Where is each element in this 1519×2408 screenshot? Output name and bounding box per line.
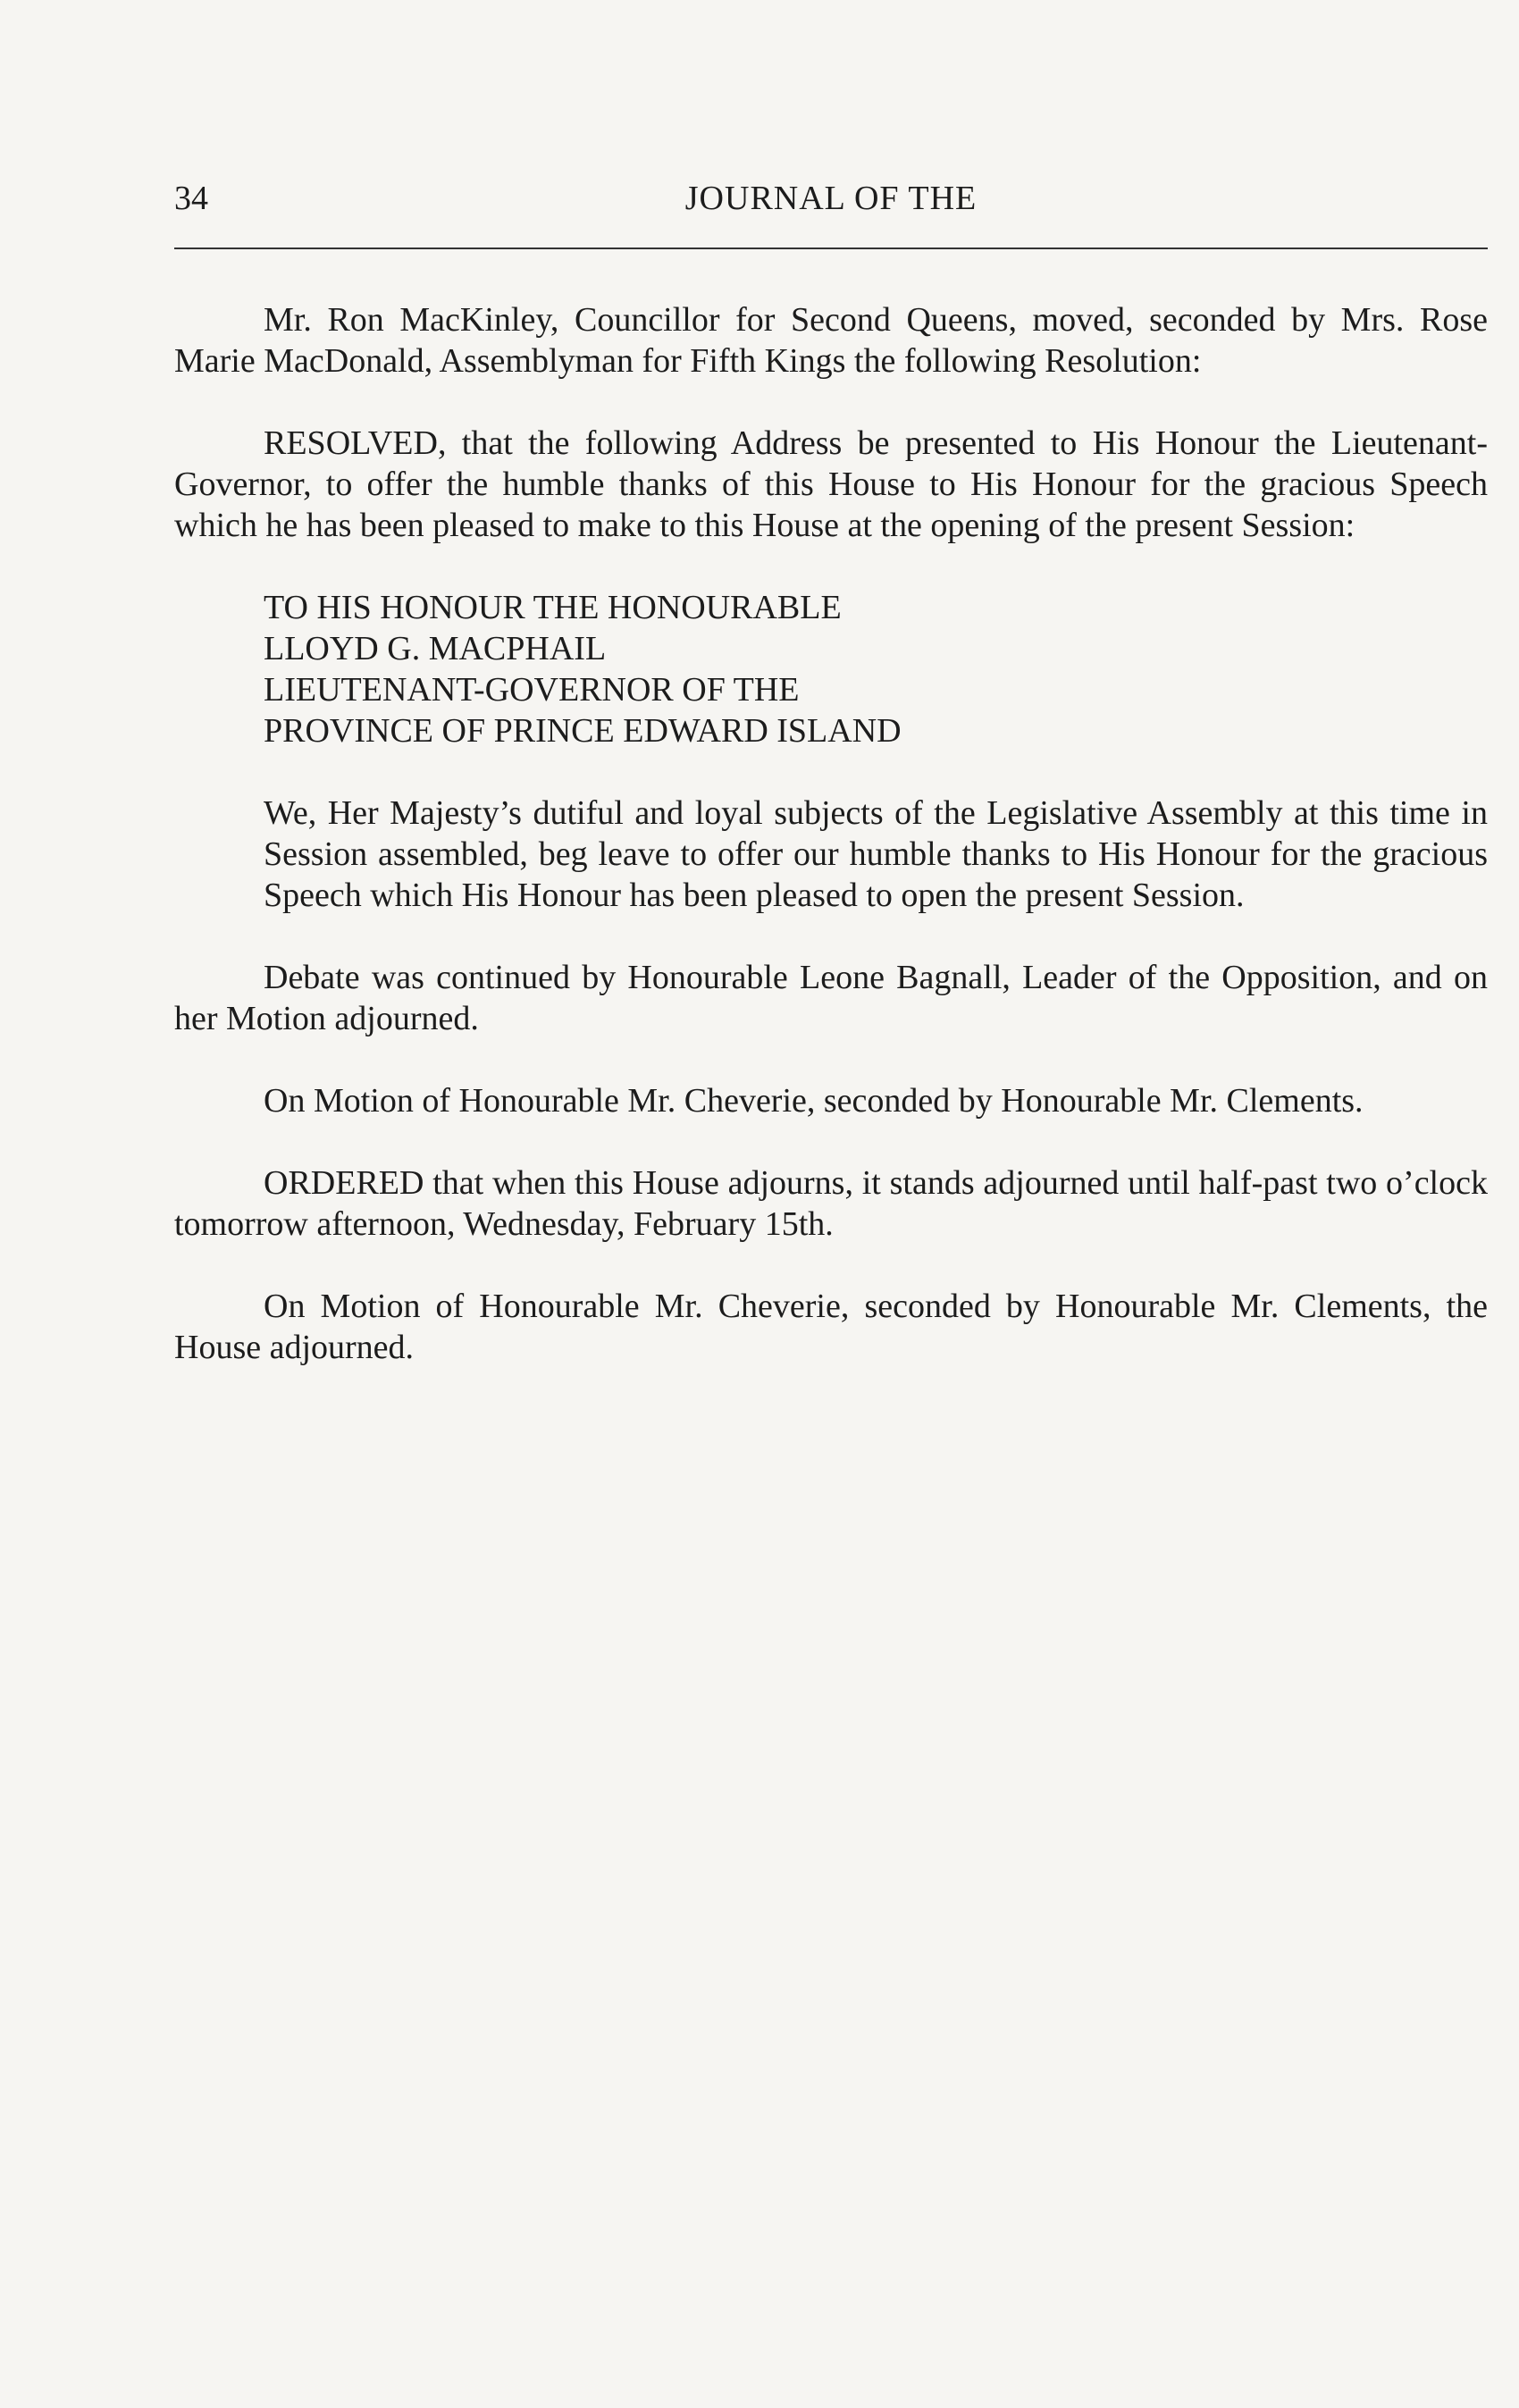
address-block <box>264 587 1488 751</box>
motion-paragraph-2: On Motion of Honourable Mr. Cheverie, seconded by Honourable Mr. Clements. <box>264 1082 1364 1120</box>
header-rule <box>174 248 1488 249</box>
debate-paragraph: Debate was continued by Honourable Leone Bagnall, Leader of the Opposition, and on her Motion adjourned. <box>174 959 1488 1037</box>
journal-body <box>174 299 1488 1409</box>
address-line-1: TO HIS HONOUR THE HONOURABLE <box>264 589 842 626</box>
page-header <box>174 179 1488 232</box>
address-line-2: LLOYD G. MACPHAIL <box>264 630 607 667</box>
thanks-paragraph: We, Her Majesty’s dutiful and loyal subjects of the Legislative Assembly at this time in Session assembled, beg leave to offer our humble thanks to His Honour for the gracious Speech which His Honour has been pleased to open the present Session. <box>264 794 1488 914</box>
adjournment-paragraph: On Motion of Honourable Mr. Cheverie, seconded by Honourable Mr. Clements, the House adjourned. <box>174 1288 1488 1366</box>
running-head: JOURNAL OF THE <box>684 180 978 217</box>
address-line-3: LIEUTENANT-GOVERNOR OF THE <box>264 671 800 709</box>
resolution-paragraph: RESOLVED, that the following Address be presented to His Honour the Lieutenant-Governor, to offer the humble thanks of this House to His Honour for the gracious Speech which he has been pleased to make to this House at the opening of the present Session: <box>174 424 1488 544</box>
ordered-paragraph: ORDERED that when this House adjourns, it stands adjourned until half-past two o’clock tomorrow afternoon, Wednesday, February 15th. <box>174 1164 1488 1243</box>
page-number: 34 <box>174 180 208 217</box>
address-line-4: PROVINCE OF PRINCE EDWARD ISLAND <box>264 712 902 750</box>
motion-paragraph: Mr. Ron MacKinley, Councillor for Second Queens, moved, seconded by Mrs. Rose Marie MacDonald, Assemblyman for Fifth Kings the following Resolution: <box>174 301 1488 380</box>
